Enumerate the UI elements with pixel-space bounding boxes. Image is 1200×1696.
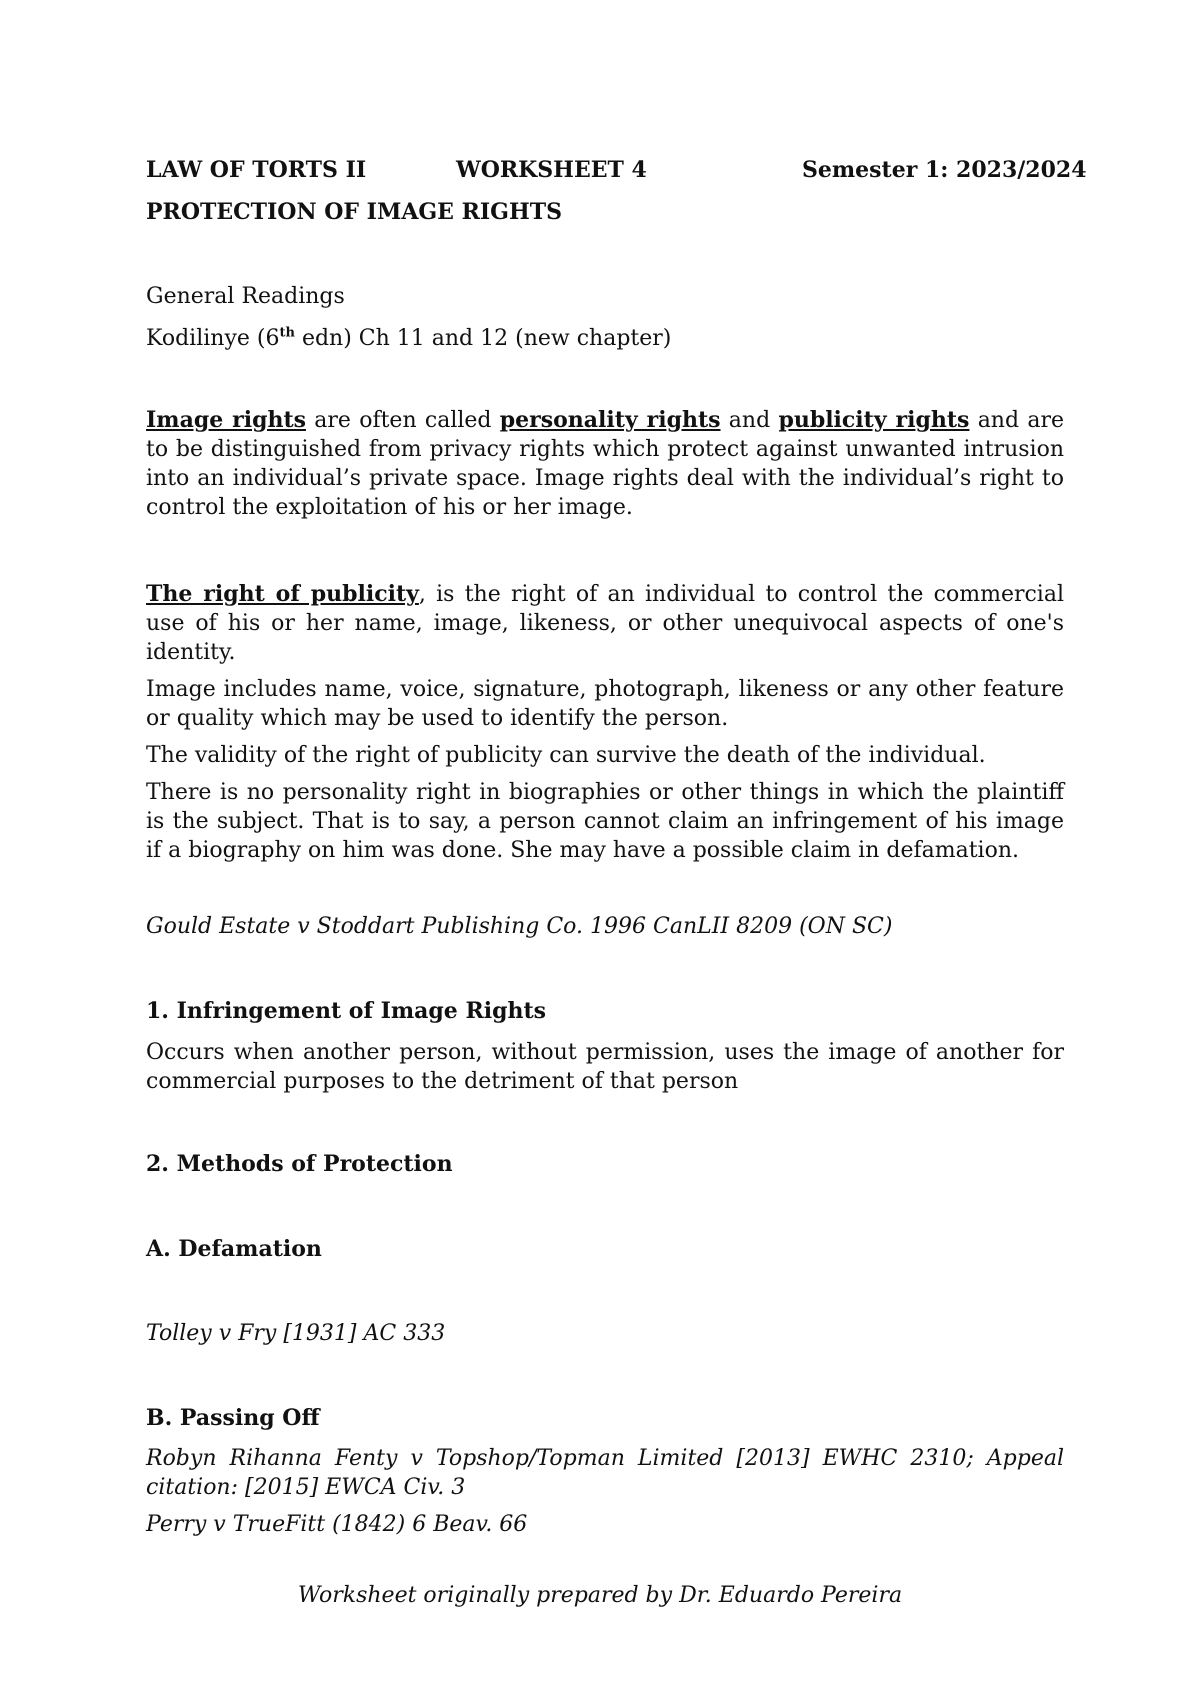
case-fenty: Robyn Rihanna Fenty v Topshop/Topman Limited [2013] EWHC 2310; Appeal citation: [2015] EWCA Civ. 3	[146, 1446, 1064, 1500]
intro-paragraph	[146, 406, 1064, 530]
image-includes-paragraph: Image includes name, voice, signature, photograph, likeness or any other feature or quality which may be used to identify the person.	[146, 677, 1064, 731]
section2-heading: 2. Methods of Protection	[146, 1151, 453, 1177]
case-gould: Gould Estate v Stoddart Publishing Co. 1996 CanLII 8209 (ON SC)	[146, 914, 893, 939]
publicity-definition	[146, 580, 1064, 667]
sectionA-heading: A. Defamation	[146, 1236, 322, 1262]
intro-text-1: are often called	[306, 408, 500, 433]
term-image-rights: Image rights	[146, 407, 307, 433]
term-publicity-rights: publicity rights	[778, 407, 970, 433]
readings-ref-post: edn) Ch 11 and 12 (new chapter)	[294, 326, 672, 351]
intro-text-3: and are to be distinguished from privacy rights which protect against unwanted intrusion into an individual’s private space. Image rights deal with the individual’s right to control the exploitation of his or her image.	[146, 408, 1064, 520]
header-course: LAW OF TORTS II	[146, 157, 367, 183]
section1-paragraph: Occurs when another person, without permission, uses the image of another for commercial purposes to the detriment of that person	[146, 1040, 1064, 1094]
page-title: PROTECTION OF IMAGE RIGHTS	[146, 199, 563, 225]
case-tolley: Tolley v Fry [1931] AC 333	[146, 1321, 446, 1346]
header-semester: Semester 1: 2023/2024	[802, 157, 1087, 183]
sectionB-cases	[146, 1444, 1064, 1547]
publicity-section	[146, 580, 1064, 873]
biography-paragraph: There is no personality right in biographies or other things in which the plaintiff is the subject. That is to say, a person cannot claim an infringement of his image if a biography on him was done. She may have a possible claim in defamation.	[146, 780, 1064, 863]
intro-text-2: and	[720, 408, 779, 433]
readings-ref-sup: th	[279, 325, 295, 341]
header-worksheet: WORKSHEET 4	[456, 157, 647, 183]
section1-text	[146, 1038, 1064, 1104]
term-personality-rights: personality rights	[499, 407, 721, 433]
publicity-def-text: , is the right of an individual to control the commercial use of his or her name, image, likeness, or other unequivocal aspects of one's identity.	[146, 582, 1064, 665]
readings-heading: General Readings	[146, 284, 345, 309]
validity-paragraph: The validity of the right of publicity can survive the death of the individual.	[146, 743, 986, 768]
sectionB-heading: B. Passing Off	[146, 1405, 320, 1431]
footer-note: Worksheet originally prepared by Dr. Eduardo Pereira	[297, 1583, 903, 1608]
term-right-of-publicity: The right of publicity	[146, 581, 419, 607]
readings-ref-pre: Kodilinye (6	[146, 326, 280, 351]
section1-heading: 1. Infringement of Image Rights	[146, 998, 547, 1024]
case-perry: Perry v TrueFitt (1842) 6 Beav. 66	[146, 1512, 528, 1537]
readings-reference	[146, 325, 671, 353]
